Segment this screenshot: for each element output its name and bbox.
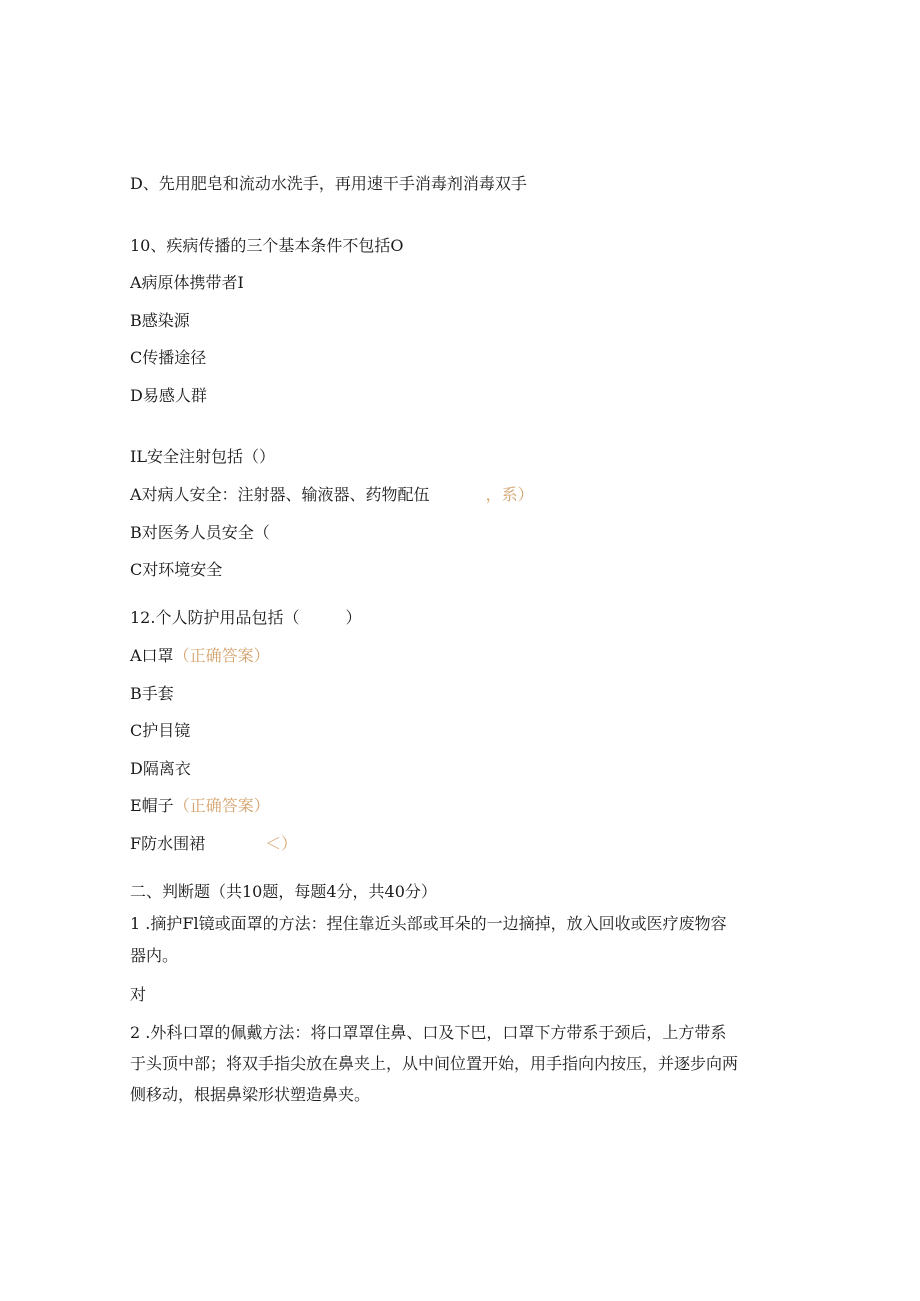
q12-option-a-hint: （正确答案） (173, 646, 270, 665)
section2-q1-line2: 器内。 (130, 946, 179, 965)
q10-option-d: D易感人群 (130, 386, 207, 405)
section2-q1-answer: 对 (130, 985, 147, 1004)
q10-option-a: A病原体携带者I (130, 273, 244, 292)
section2-q2-line3: 侧移动，根据鼻梁形状塑造鼻夹。 (130, 1085, 371, 1104)
q12-option-e: E帽子 (130, 796, 174, 815)
q11-option-b: B对医务人员安全（ (130, 523, 270, 542)
q12-stem-prefix: 12.个人防护用品包括（ (130, 608, 300, 627)
section2-title: 二、判断题（共10题，每题4分，共40分） (130, 882, 437, 901)
q11-option-a-hint: ，系） (485, 485, 534, 504)
q12-option-a-row (130, 646, 270, 666)
q12-option-d: D隔离衣 (130, 759, 191, 778)
q12-option-f: F防水围裙 (130, 834, 206, 853)
q11-stem: IL安全注射包括（） (130, 447, 275, 466)
q12-option-a: A口罩 (130, 646, 174, 665)
q12-stem-row (130, 608, 361, 628)
section2-q2-line2: 于头顶中部；将双手指尖放在鼻夹上，从中间位置开始，用手指向内按压，并逐步向两 (130, 1054, 739, 1073)
q12-option-f-row (130, 834, 297, 854)
q10-option-c: C传播途径 (130, 348, 207, 367)
q9-option-d: D、先用肥皂和流动水洗手，再用速干手消毒剂消毒双手 (130, 174, 527, 193)
section2-q1-line1: 1 .摘护Fl镜或面罩的方法：捏住靠近头部或耳朵的一边摘掉，放入回收或医疗废物容 (130, 914, 727, 933)
section2-q2-line1: 2 .外科口罩的佩戴方法：将口罩罩住鼻、口及下巴，口罩下方带系于颈后，上方带系 (130, 1023, 727, 1042)
q11-option-a: A对病人安全：注射器、输液器、药物配伍 (130, 485, 430, 504)
q12-option-b: B手套 (130, 684, 174, 703)
q12-stem-suffix: ） (345, 608, 362, 627)
q10-stem: 10、疾病传播的三个基本条件不包括O (130, 236, 404, 255)
q10-option-b: B感染源 (130, 311, 190, 330)
q12-option-e-hint: （正确答案） (173, 796, 270, 815)
q12-option-c: C护目镜 (130, 721, 191, 740)
q11-option-a-row (130, 485, 534, 505)
q11-option-c: C对环境安全 (130, 560, 223, 579)
q12-option-e-row (130, 796, 270, 816)
q12-option-f-hint: ＜） (265, 834, 298, 853)
